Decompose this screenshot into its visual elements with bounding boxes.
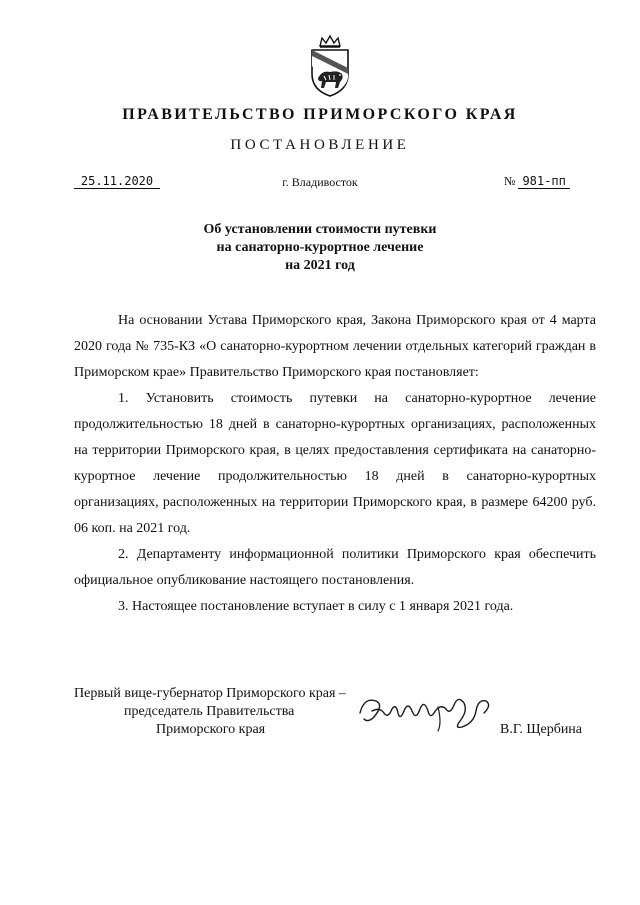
primorsky-krai-coat-of-arms-icon — [298, 34, 362, 98]
signature-block — [74, 685, 604, 755]
document-number — [504, 174, 586, 188]
clause-3-paragraph: 3. Настоящее постановление вступает в силу с 1 января 2021 года. — [118, 599, 514, 614]
signer-position-line: Первый вице-губернатор Приморского края – — [74, 686, 346, 701]
signer-position-line: Приморского края — [156, 722, 266, 737]
handwritten-signature-icon — [354, 683, 504, 735]
document-type: ПОСТАНОВЛЕНИЕ — [230, 137, 410, 153]
government-title: ПРАВИТЕЛЬСТВО ПРИМОРСКОГО КРАЯ — [122, 106, 518, 123]
document-subject — [0, 221, 640, 275]
document-city: г. Владивосток — [282, 175, 358, 189]
document-date: 25.11.2020 — [74, 174, 160, 189]
document-body — [74, 308, 596, 620]
number-value: 981-пп — [518, 174, 569, 189]
document-meta — [0, 174, 640, 194]
subject-line: на санаторно-курортное лечение — [216, 240, 424, 255]
clause-1-paragraph: 1. Установить стоимость путевки на санаторно-курортное лечение продолжительностью 18 дней в санаторно-курортных организациях, расположенных на территории Приморского края, в целях предоставления сертификата на санаторно-курортное лечение продолжительностью 18 дней в санаторно-курортных организациях, расположенных на территории Приморского края, в размере 64200 руб. 06 коп. на 2021 год. — [74, 391, 596, 536]
clause-2-paragraph: 2. Департаменту информационной политики Приморского края обеспечить официальное опубликование настоящего постановления. — [74, 547, 596, 588]
subject-line: на 2021 год — [285, 258, 355, 273]
signer-position-line: председатель Правительства — [124, 704, 295, 719]
number-sign: № — [504, 174, 516, 188]
preamble-paragraph: На основании Устава Приморского края, Закона Приморского края от 4 марта 2020 года № 735-КЗ «О санаторно-курортном лечении отдельных категорий граждан в Приморском крае» Правительство Приморского края постановляет: — [74, 313, 596, 380]
subject-line: Об установлении стоимости путевки — [203, 222, 437, 237]
signer-name: В.Г. Щербина — [500, 722, 583, 737]
